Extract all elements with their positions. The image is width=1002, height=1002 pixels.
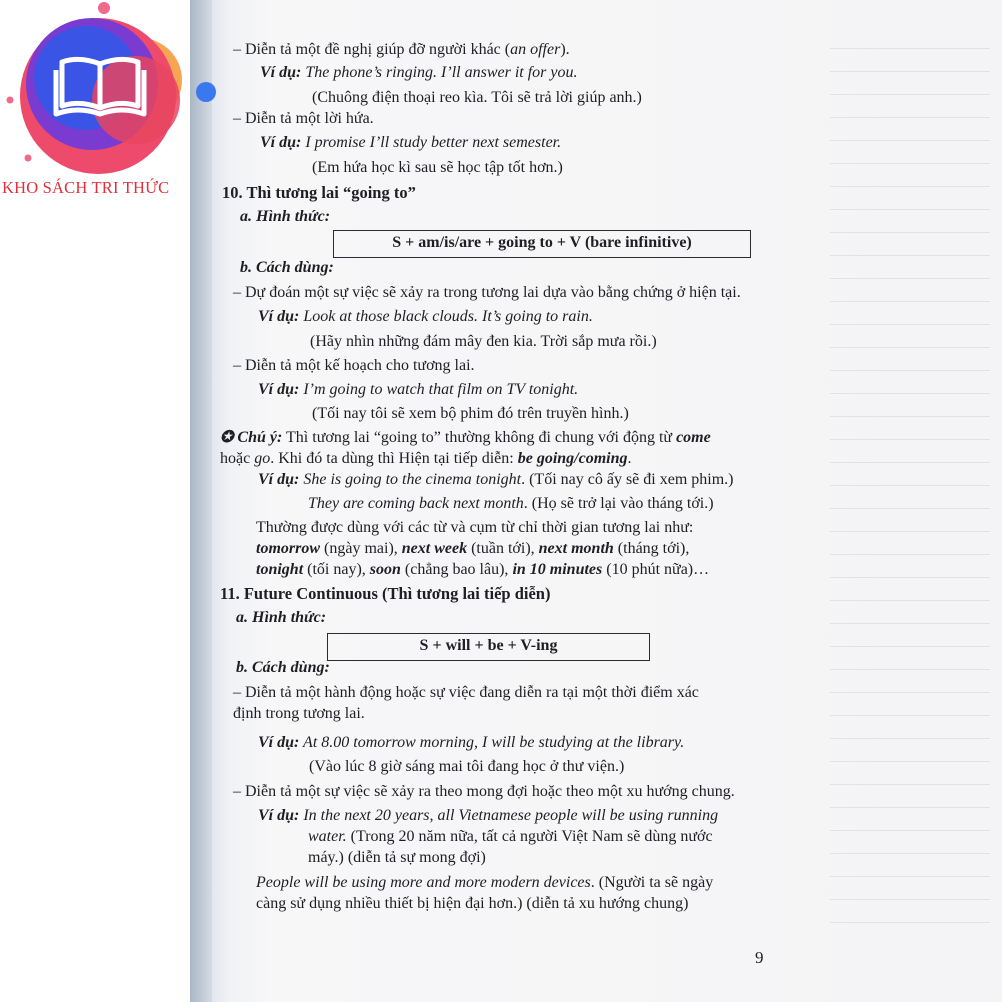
text-run: water. [308, 828, 347, 845]
text-run: Ví dụ: [258, 734, 300, 751]
text-line [233, 782, 735, 802]
store-brand-name: KHO SÁCH TRI THỨC [2, 178, 170, 197]
text-line [258, 806, 718, 826]
text-run: – Diễn tả một sự việc sẽ xảy ra theo mong đợi hoặc theo một xu hướng chung. [233, 783, 735, 800]
text-run: (Em hứa học kì sau sẽ học tập tốt hơn.) [312, 159, 563, 176]
text-run: (tháng tới), [613, 540, 690, 557]
text-run: 11. Future Continuous (Thì tương lai tiếp diễn) [220, 584, 551, 603]
text-line [220, 449, 632, 469]
text-run: next month [538, 540, 614, 557]
text-run: Ví dụ: [260, 134, 302, 151]
text-run: soon [369, 561, 401, 578]
text-run: (Tối nay tôi sẽ xem bộ phim đó trên truyền hình.) [312, 405, 629, 422]
text-run: I’m going to watch that film on TV tonight. [299, 381, 579, 398]
text-run: 10. Thì tương lai “going to” [222, 183, 416, 202]
text-line [256, 560, 709, 580]
text-run: tomorrow [256, 540, 321, 557]
text-run: a. Hình thức: [240, 208, 331, 225]
text-line [260, 133, 561, 153]
show-through-text [830, 30, 990, 930]
text-line [258, 380, 578, 400]
text-run: They are coming back next month [308, 495, 524, 512]
text-run: . (Người ta sẽ ngày [590, 874, 714, 891]
text-run: In the next 20 years, all Vietnamese people will be using running [299, 807, 719, 824]
text-run: I promise I’ll study better next semester. [301, 134, 562, 151]
text-line [233, 109, 374, 129]
text-run: Thường được dùng với các từ và cụm từ chỉ thời gian tương lai như: [256, 519, 694, 536]
text-run: in 10 minutes [512, 561, 603, 578]
text-line [233, 40, 570, 60]
page-number: 9 [755, 948, 764, 967]
text-run: ). [560, 41, 570, 58]
text-run: hoặc [220, 450, 255, 467]
text-run: be going/coming [517, 450, 628, 467]
text-line [308, 827, 713, 847]
text-run: Ví dụ: [258, 471, 300, 488]
text-run: . [627, 450, 632, 467]
text-line [233, 704, 365, 724]
text-run: tonight [256, 561, 304, 578]
text-run: Ví dụ: [258, 807, 300, 824]
text-line [256, 539, 689, 559]
text-line [233, 283, 741, 303]
text-run: – Diễn tả một hành động hoặc sự việc đang diễn ra tại một thời điểm xác [233, 684, 699, 701]
text-line [233, 683, 699, 703]
text-run: (chẳng bao lâu), [400, 561, 513, 578]
text-run: b. Cách dùng: [236, 659, 330, 676]
text-line [312, 88, 642, 108]
text-line [258, 307, 593, 327]
text-line [233, 356, 475, 376]
text-run: (10 phút nữa)… [602, 561, 710, 578]
text-line [260, 63, 578, 83]
text-run: . (Tối nay cô ấy sẽ đi xem phim.) [521, 471, 734, 488]
text-run: People will be using more and more modern devices [256, 874, 591, 891]
text-run: At 8.00 tomorrow morning, I will be studying at the library. [299, 734, 685, 751]
formula-going-to: S + am/is/are + going to + V (bare infinitive) [333, 230, 751, 258]
text-run: càng sử dụng nhiều thiết bị hiện đại hơn.) (diễn tả xu hướng chung) [256, 895, 689, 912]
text-line [222, 183, 416, 203]
text-run: . (Họ sẽ trở lại vào tháng tới.) [523, 495, 714, 512]
text-run: – Diễn tả một đề nghị giúp đỡ người khác ( [233, 41, 511, 58]
text-line [256, 873, 713, 893]
text-run: (Trong 20 năm nữa, tất cả người Việt Nam sẽ dùng nước [346, 828, 713, 845]
text-line [236, 608, 326, 628]
text-run: Thì tương lai “going to” thường không đi chung với động từ [282, 429, 677, 446]
text-line [236, 658, 330, 678]
text-run: Ví dụ: [258, 381, 300, 398]
text-run: come [676, 429, 711, 446]
text-line [240, 207, 330, 227]
text-run: b. Cách dùng: [240, 259, 334, 276]
text-line [258, 733, 684, 753]
text-run: Ví dụ: [260, 64, 302, 81]
text-run: go [254, 450, 271, 467]
text-line [240, 258, 334, 278]
text-run: – Diễn tả một lời hứa. [233, 110, 374, 127]
text-line [258, 470, 733, 490]
text-run: (Chuông điện thoại reo kìa. Tôi sẽ trả lời giúp anh.) [312, 89, 642, 106]
text-run: (tối nay), [303, 561, 370, 578]
text-run: ✪ Chú ý: [220, 429, 283, 446]
text-run: . Khi đó ta dùng thì Hiện tại tiếp diễn: [270, 450, 518, 467]
text-line [308, 494, 714, 514]
text-line [256, 894, 688, 914]
text-run: định trong tương lai. [233, 705, 365, 722]
text-run: The phone’s ringing. I’ll answer it for you. [301, 64, 578, 81]
text-run: – Dự đoán một sự việc sẽ xảy ra trong tương lai dựa vào bằng chứng ở hiện tại. [233, 284, 741, 301]
text-run: next week [401, 540, 468, 557]
text-line [256, 518, 693, 538]
text-line [312, 404, 629, 424]
text-run: She is going to the cinema tonight [299, 471, 522, 488]
text-line [309, 757, 624, 777]
text-run: (tuần tới), [467, 540, 539, 557]
text-line [220, 428, 711, 448]
text-run: Look at those black clouds. It’s going to rain. [299, 308, 593, 325]
formula-future-continuous: S + will + be + V-ing [327, 633, 650, 661]
text-line [310, 332, 657, 352]
text-run: a. Hình thức: [236, 609, 327, 626]
text-run: Ví dụ: [258, 308, 300, 325]
text-run: an offer [510, 41, 561, 58]
text-line [308, 848, 486, 868]
text-run: – Diễn tả một kế hoạch cho tương lai. [233, 357, 475, 374]
store-logo [0, 0, 230, 200]
text-run: máy.) (diễn tả sự mong đợi) [308, 849, 486, 866]
text-run: (Hãy nhìn những đám mây đen kia. Trời sắp mưa rồi.) [310, 333, 657, 350]
text-run: (ngày mai), [320, 540, 402, 557]
text-line [220, 584, 550, 604]
text-line [312, 158, 563, 178]
text-run: (Vào lúc 8 giờ sáng mai tôi đang học ở thư viện.) [309, 758, 625, 775]
